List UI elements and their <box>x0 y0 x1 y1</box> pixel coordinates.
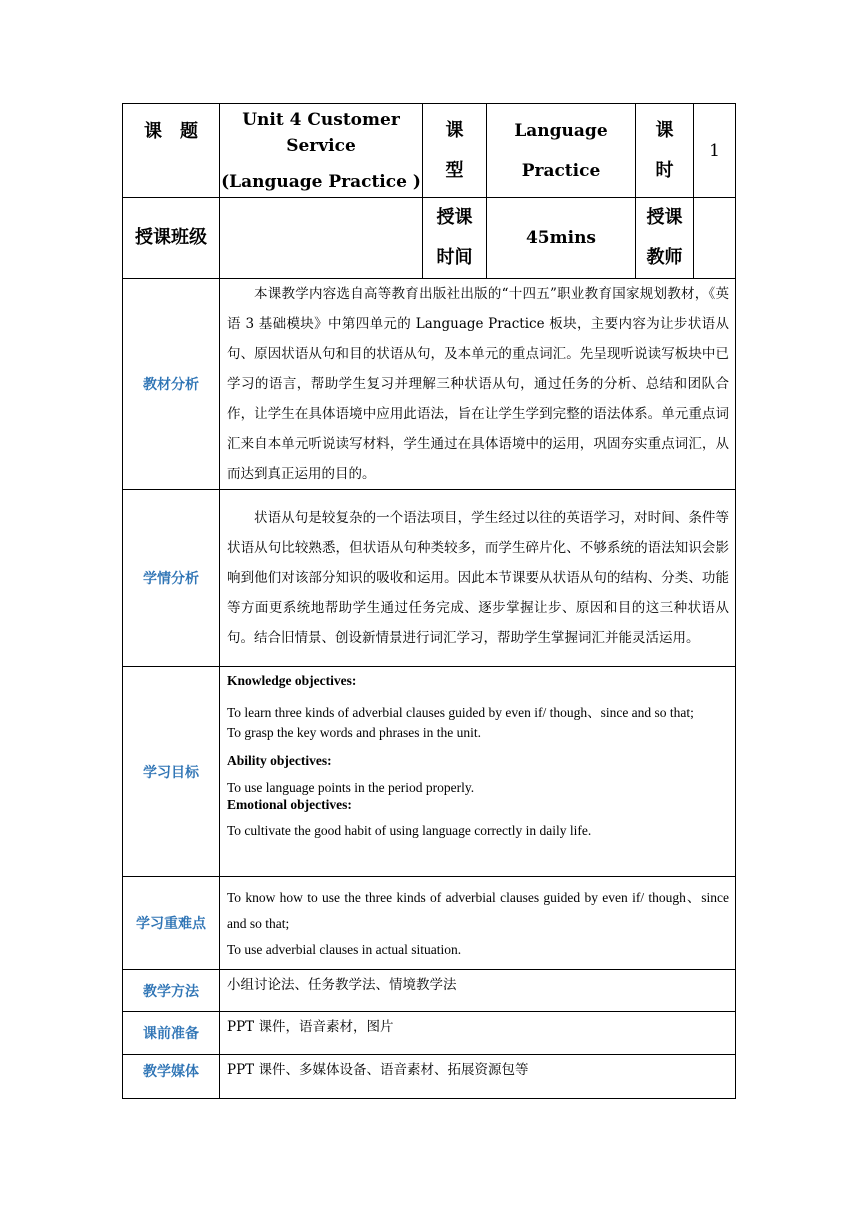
hours-label-2: 时 <box>655 159 674 181</box>
textbook-analysis <box>220 279 736 490</box>
preparation-label: 课前准备 <box>123 1012 220 1055</box>
class-label-text: 授课班级 <box>135 227 207 248</box>
type-value <box>487 104 636 198</box>
hours-value-text: 1 <box>709 140 720 161</box>
title-line3: (Language Practice ) <box>221 171 421 192</box>
time-label <box>423 198 487 279</box>
time-value-text: 45mins <box>525 228 597 248</box>
keypoints-label: 学习重难点 <box>123 877 220 970</box>
emotional-heading: Emotional objectives: <box>227 797 352 812</box>
learners-analysis <box>220 490 736 667</box>
teacher-label-2: 教师 <box>646 247 683 268</box>
type-value-2: Practice <box>521 160 601 181</box>
type-label-1: 课 <box>445 119 464 141</box>
hours-label <box>636 104 694 198</box>
knowledge-item-2: To grasp the key words and phrases in the unit. <box>227 725 482 740</box>
title-line2: Service <box>286 135 356 156</box>
textbook-text: 本课教学内容选自高等教育出版社出版的“十四五”职业教育国家规划教材，《英语 3 基础模块》中第四单元的 Language Practice 板块，主要内容为让步状语从句、原因状语从句和目的状语从句，及本单元的重点词汇。先呈现听说读写板块中已学习的语言，帮助学生复习并理解三种状语从句，通过任务的分析、总结和团队合作，让学生在具体语境中应用此语法，旨在让学生学到完整的语法体系。单元重点词汇来自本单元听说读写材料，学生通过在具体语境中的运用，巩固夯实重点词汇，从而达到真正运用的目的。 <box>227 286 729 482</box>
objectives-row <box>123 667 736 877</box>
hours-value <box>694 104 736 198</box>
keypoints-line-1: To know how to use the three kinds of adverbial clauses guided by even if/ though、since and so that; <box>227 890 729 931</box>
media-row <box>123 1055 736 1099</box>
teacher-label <box>636 198 694 279</box>
header-row <box>123 104 736 198</box>
teacher-value <box>694 198 736 279</box>
time-label-2: 时间 <box>436 247 473 268</box>
textbook-row <box>123 279 736 490</box>
knowledge-item-1: To learn three kinds of adverbial clauses guided by even if/ though、since and so that; <box>227 705 694 720</box>
objectives-content <box>220 667 736 877</box>
methods-row <box>123 970 736 1012</box>
knowledge-heading: Knowledge objectives: <box>227 673 357 688</box>
methods-value: 小组讨论法、任务教学法、情境教学法 <box>220 970 736 1012</box>
media-value: PPT 课件、多媒体设备、语音素材、拓展资源包等 <box>220 1055 736 1099</box>
ability-item-1: To use language points in the period properly. <box>227 780 475 795</box>
learners-row <box>123 490 736 667</box>
learners-label: 学情分析 <box>123 490 220 667</box>
time-label-1: 授课 <box>436 207 473 228</box>
emotional-item-1: To cultivate the good habit of using language correctly in daily life. <box>227 823 592 838</box>
media-label: 教学媒体 <box>123 1055 220 1099</box>
objectives-label: 学习目标 <box>123 667 220 877</box>
methods-label: 教学方法 <box>123 970 220 1012</box>
class-label <box>123 198 220 279</box>
preparation-row <box>123 1012 736 1055</box>
class-value <box>220 198 423 279</box>
textbook-label: 教材分析 <box>123 279 220 490</box>
topic-label-text: 课 题 <box>144 121 198 142</box>
time-value <box>487 198 636 279</box>
ability-heading: Ability objectives: <box>227 753 332 768</box>
type-label <box>423 104 487 198</box>
preparation-value: PPT 课件，语音素材，图片 <box>220 1012 736 1055</box>
title-line1: Unit 4 Customer <box>242 109 400 130</box>
lesson-title <box>220 104 423 198</box>
teacher-label-1: 授课 <box>646 207 683 228</box>
keypoints-row <box>123 877 736 970</box>
class-row <box>123 198 736 279</box>
keypoints-content <box>220 877 736 970</box>
topic-label <box>123 104 220 198</box>
type-label-2: 型 <box>445 159 464 181</box>
hours-label-1: 课 <box>655 119 674 141</box>
lesson-plan-table <box>122 103 736 1099</box>
keypoints-line-2: To use adverbial clauses in actual situation. <box>227 942 462 957</box>
learners-text: 状语从句是较复杂的一个语法项目，学生经过以往的英语学习，对时间、条件等状语从句比较熟悉，但状语从句种类较多，而学生碎片化、不够系统的语法知识会影响到他们对该部分知识的吸收和运用。因此本节课要从状语从句的结构、分类、功能等方面更系统地帮助学生通过任务完成、逐步掌握让步、原因和目的这三种状语从句。结合旧情景、创设新情景进行词汇学习，帮助学生掌握词汇并能灵活运用。 <box>227 510 729 646</box>
type-value-1: Language <box>514 120 608 141</box>
